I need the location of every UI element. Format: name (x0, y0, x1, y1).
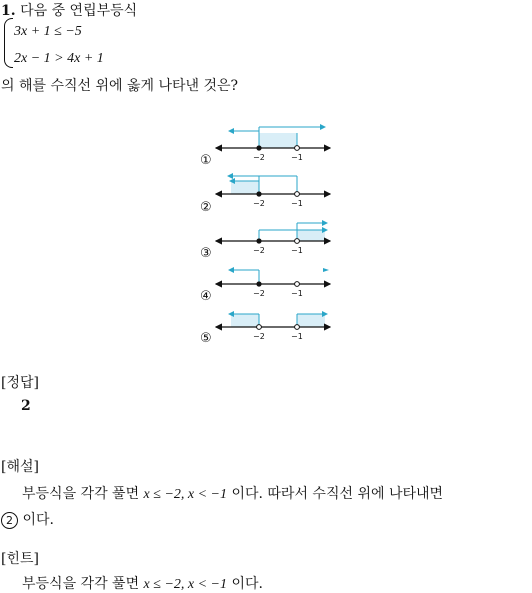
inequality-2: 2x − 1 > 4x + 1 (14, 51, 104, 66)
explanation-text-c: 이다. (22, 512, 54, 528)
explanation-math: x ≤ −2, x < −1 (143, 487, 227, 502)
option-2[interactable] (200, 176, 330, 215)
explanation-line-1 (22, 483, 443, 503)
explanation-text-b: 이다. 따라서 수직선 위에 나타내면 (231, 486, 444, 502)
explanation-line-2 (1, 509, 54, 529)
option-3-closed-point (256, 238, 261, 243)
circled-answer: 2 (1, 512, 18, 529)
option-1-mark: ① (200, 153, 212, 168)
option-3[interactable] (200, 223, 330, 261)
option-5-open-point-right (295, 325, 300, 330)
question (1, 0, 137, 20)
hint-math: x ≤ −2, x < −1 (143, 577, 227, 592)
answer-heading: [정답] (1, 375, 39, 391)
option-4-open-point (295, 282, 300, 287)
question-number: 1. (1, 3, 16, 19)
option-2-mark: ② (200, 200, 212, 215)
option-3-shade (297, 230, 325, 241)
option-5-mark: ⑤ (200, 331, 212, 346)
option-4-tick-neg1: −1 (291, 289, 303, 298)
option-5[interactable] (200, 314, 330, 346)
option-5-open-point-left (257, 325, 262, 330)
option-1-tick-neg1: −1 (291, 153, 303, 162)
option-4-tick-neg2: −2 (253, 289, 265, 298)
option-1-shade (259, 133, 297, 148)
system-brace (4, 18, 13, 68)
options-figure (195, 118, 345, 348)
hint-line (22, 573, 263, 593)
option-3-open-point (295, 239, 300, 244)
option-3-mark: ③ (200, 246, 212, 261)
option-2-open-point (295, 192, 300, 197)
option-5-shade-left (231, 314, 259, 327)
question-prompt: 다음 중 연립부등식 (20, 3, 138, 19)
option-3-tick-neg1: −1 (291, 246, 303, 255)
option-2-tick-neg1: −1 (291, 199, 303, 208)
hint-heading: [힌트] (1, 551, 39, 567)
explanation-text-a: 부등식을 각각 풀면 (22, 486, 140, 502)
option-1-tick-neg2: −2 (253, 153, 265, 162)
option-5-tick-neg2: −2 (253, 332, 265, 341)
option-1[interactable] (200, 127, 330, 168)
option-1-closed-point (256, 145, 261, 150)
option-4-ray-b-arrow (323, 268, 329, 272)
option-5-tick-neg1: −1 (291, 332, 303, 341)
option-4-mark: ④ (200, 289, 212, 304)
option-4-closed-point (256, 281, 261, 286)
option-4[interactable] (200, 268, 330, 304)
explanation-heading: [해설] (1, 459, 39, 475)
option-1-open-point (295, 146, 300, 151)
option-5-shade-right (297, 314, 325, 327)
answer-value: 2 (21, 398, 31, 414)
hint-text-a: 부등식을 각각 풀면 (22, 576, 140, 592)
inequality-1: 3x + 1 ≤ −5 (14, 24, 82, 39)
hint-text-b: 이다. (231, 576, 263, 592)
option-2-tick-neg2: −2 (253, 199, 265, 208)
option-2-closed-point (256, 191, 261, 196)
option-3-tick-neg2: −2 (253, 246, 265, 255)
question-prompt-2: 의 해를 수직선 위에 옳게 나타낸 것은? (1, 78, 239, 94)
option-2-shade (231, 181, 259, 194)
